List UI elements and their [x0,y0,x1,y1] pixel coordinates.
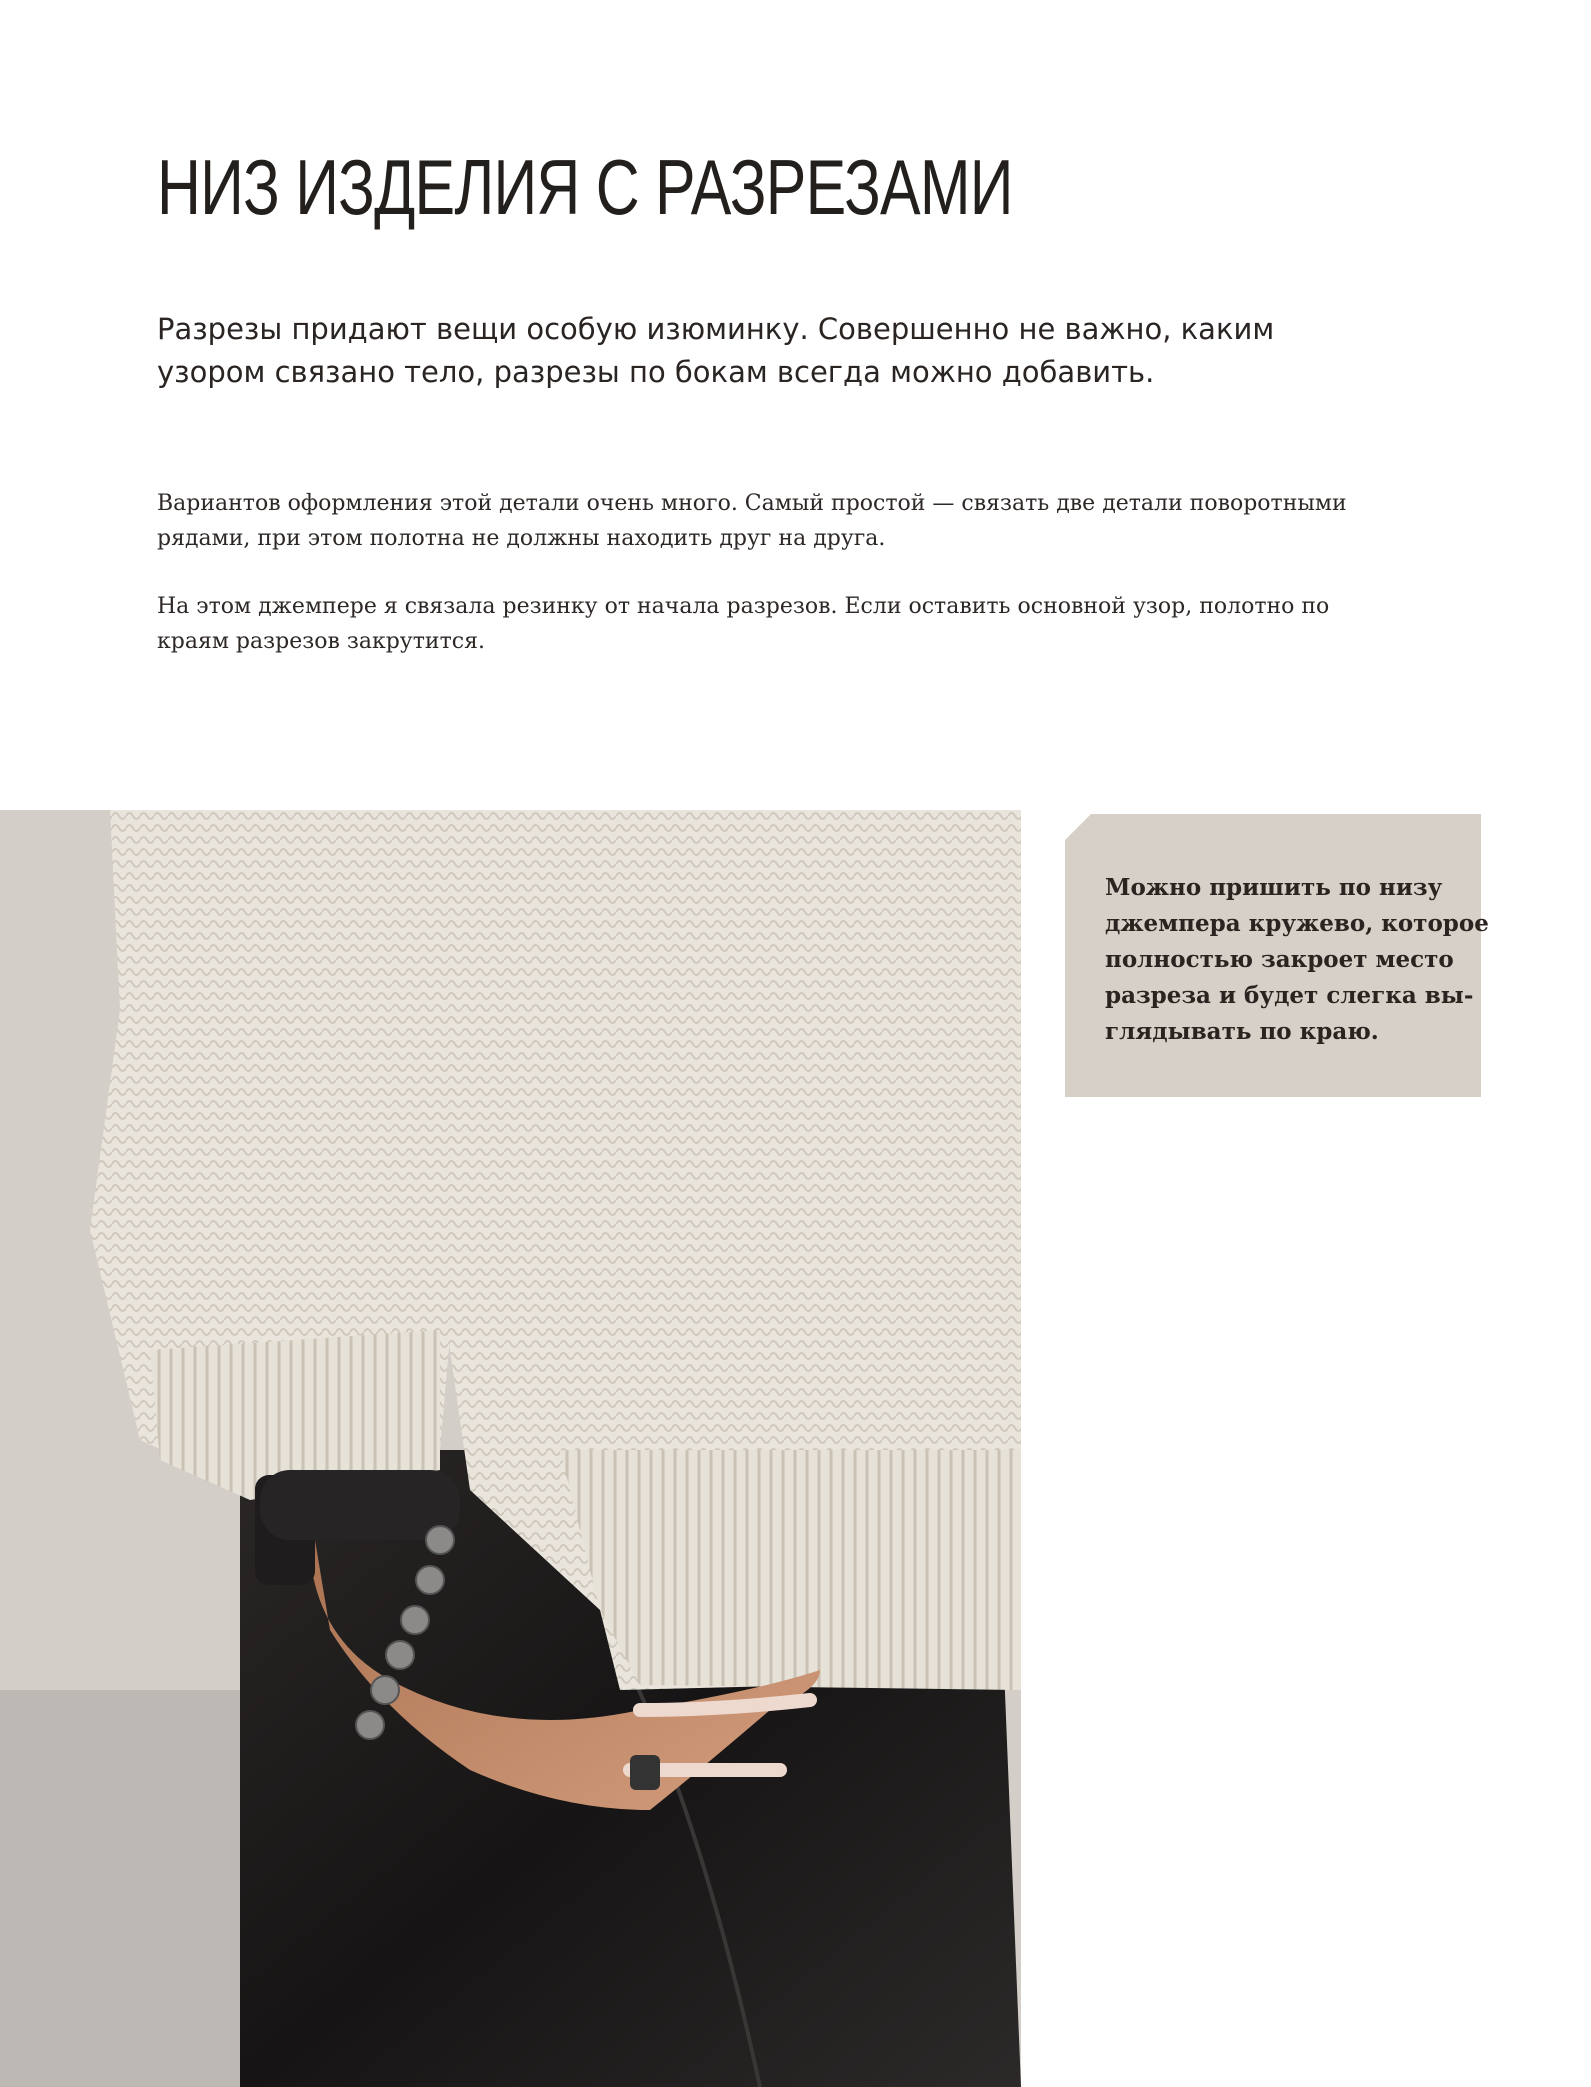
sweater-photo [0,810,1021,2087]
body-line: краям разрезов закрутится. [157,629,485,654]
lead-paragraph [157,308,1407,394]
tip-line: Можно пришить по низу [1105,874,1443,901]
tip-line: глядывать по краю. [1105,1018,1379,1045]
body-line: На этом джемпере я связала резинку от начала разрезов. Если оставить основной узор, полотно по [157,594,1330,619]
body-line: рядами, при этом полотна не должны находить друг на друга. [157,526,886,551]
callout-corner [1065,814,1091,840]
tip-text [1105,870,1489,1050]
photo-sweater-slit-icon [0,810,1021,2087]
tip-line: джемпера кружево, которое [1105,910,1489,937]
tip-line: разреза и будет слегка вы- [1105,982,1474,1009]
body-line: Вариантов оформления этой детали очень много. Самый простой — связать две детали поворотными [157,491,1347,516]
lead-line: Разрезы придают вещи особую изюминку. Совершенно не важно, каким [157,312,1275,346]
tip-line: полностью закроет место [1105,946,1454,973]
body-paragraph [157,589,1417,659]
body-paragraph [157,486,1417,556]
lead-line: узором связано тело, разрезы по бокам всегда можно добавить. [157,355,1155,389]
body-text [157,486,1417,692]
page-title: НИЗ ИЗДЕЛИЯ С РАЗРЕЗАМИ [157,143,1013,231]
tip-callout [1065,814,1489,1097]
